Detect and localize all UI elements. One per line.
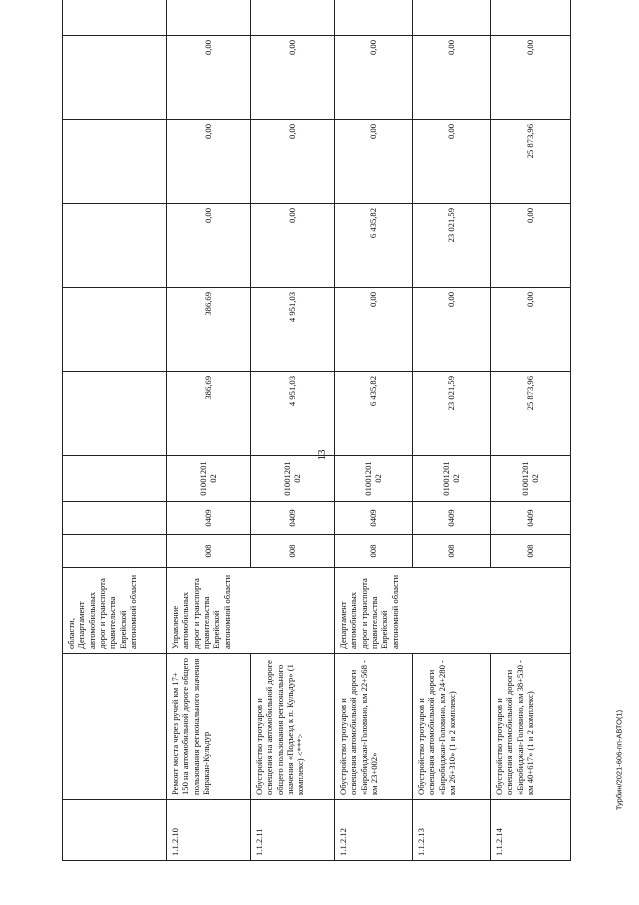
cell-year-2: 0,00 — [251, 204, 335, 288]
cell-executor: Департамент автомобильных дорог и транспорта правительства Еврейской автономной области — [335, 568, 571, 654]
cell-year-3: 0,00 — [167, 120, 251, 204]
cell-grbs: 008 — [167, 535, 251, 568]
table-row — [335, 0, 413, 861]
table-row — [251, 0, 335, 861]
cell-rzpr: 0409 — [167, 502, 251, 535]
table-row — [63, 0, 167, 861]
cell-year-3: 25 873,96 — [491, 120, 571, 204]
cell-year-1: 0,00 — [413, 288, 491, 372]
cell-year-3: 0,00 — [335, 120, 413, 204]
cell-grbs: 008 — [491, 535, 571, 568]
cell-year-5 — [251, 0, 335, 36]
budget-table — [62, 0, 571, 861]
table-container — [62, 37, 570, 861]
cell-year-5 — [491, 0, 571, 36]
cell-year-1: 0,00 — [335, 288, 413, 372]
cell-csr — [63, 456, 167, 502]
cell-total — [63, 372, 167, 456]
cell-year-5 — [167, 0, 251, 36]
cell-index: 1.1.2.14 — [491, 800, 571, 861]
cell-total: 6 435,82 — [335, 372, 413, 456]
cell-year-2: 0,00 — [167, 204, 251, 288]
cell-index: 1.1.2.13 — [413, 800, 491, 861]
cell-rzpr: 0409 — [251, 502, 335, 535]
cell-name: Обустройство тротуаров и освещения автомобильной дороги «Биробиджан-Головино, км 38+530 - км 40+617» (1 и 2 комплекс) — [491, 654, 571, 800]
cell-year-4: 0,00 — [491, 36, 571, 120]
cell-name: Обустройство тротуаров и освещения автомобильной дороги «Биробиджан-Головино, км 22+568 - км 23+002» — [335, 654, 413, 800]
cell-csr: 0100120102 — [413, 456, 491, 502]
cell-year-4 — [63, 36, 167, 120]
cell-total: 25 873,96 — [491, 372, 571, 456]
cell-index: 1.1.2.11 — [251, 800, 335, 861]
rotated-table-frame — [62, 37, 570, 861]
cell-year-4: 0,00 — [251, 36, 335, 120]
cell-executor: Управление автомобильных дорог и транспорта правительства Еврейской автономной области — [167, 568, 335, 654]
cell-executor: области, Департамент автомобильных дорог и транспорта правительства Еврейской автономной области — [63, 568, 167, 654]
cell-grbs: 008 — [251, 535, 335, 568]
cell-year-4: 0,00 — [413, 36, 491, 120]
cell-year-1 — [63, 288, 167, 372]
cell-rzpr: 0409 — [335, 502, 413, 535]
cell-year-4: 0,00 — [335, 36, 413, 120]
cell-year-2: 0,00 — [491, 204, 571, 288]
cell-year-2: 23 021,59 — [413, 204, 491, 288]
cell-year-2 — [63, 204, 167, 288]
cell-name: Обустройство тротуаров и освещения автомобильной дороги «Биробиджан-Головино, км 24+280 - км 26+310» (1 и 2 комплекс) — [413, 654, 491, 800]
cell-year-5 — [63, 0, 167, 36]
cell-csr: 0100120102 — [251, 456, 335, 502]
cell-grbs: 008 — [413, 535, 491, 568]
page-number: 13 — [316, 449, 328, 461]
cell-csr: 0100120102 — [335, 456, 413, 502]
cell-name: Обустройство тротуаров и освещения на автомобильной дороге общего пользования регионального значения «Подъезд к п. Кульдур» (1 комплекс) <***> — [251, 654, 335, 800]
cell-index: 1.1.2.10 — [167, 800, 251, 861]
document-code: Турбин/2021-606-пп-АВТО(1) — [614, 709, 624, 811]
cell-year-1: 4 951,03 — [251, 288, 335, 372]
cell-year-1: 386,69 — [167, 288, 251, 372]
cell-total: 4 951,03 — [251, 372, 335, 456]
cell-index — [63, 800, 167, 861]
cell-year-5 — [335, 0, 413, 36]
cell-year-3: 0,00 — [251, 120, 335, 204]
cell-grbs: 008 — [335, 535, 413, 568]
table-row — [167, 0, 251, 861]
cell-rzpr: 0409 — [413, 502, 491, 535]
cell-name: Ремонт моста через ручей км 17+ 150 на автомобильной дороге общего пользования регионального значения Биракан-Кульдур — [167, 654, 251, 800]
cell-name — [63, 654, 167, 800]
cell-csr: 0100120102 — [167, 456, 251, 502]
cell-year-3 — [63, 120, 167, 204]
table-row — [491, 0, 571, 861]
cell-total: 23 021,59 — [413, 372, 491, 456]
cell-rzpr — [63, 502, 167, 535]
cell-year-2: 6 435,82 — [335, 204, 413, 288]
table-row — [413, 0, 491, 861]
cell-rzpr: 0409 — [491, 502, 571, 535]
cell-year-3: 0,00 — [413, 120, 491, 204]
cell-year-4: 0,00 — [167, 36, 251, 120]
cell-csr: 0100120102 — [491, 456, 571, 502]
cell-index: 1.1.2.12 — [335, 800, 413, 861]
cell-year-1: 0,00 — [491, 288, 571, 372]
cell-year-5 — [413, 0, 491, 36]
cell-grbs — [63, 535, 167, 568]
cell-total: 386,69 — [167, 372, 251, 456]
